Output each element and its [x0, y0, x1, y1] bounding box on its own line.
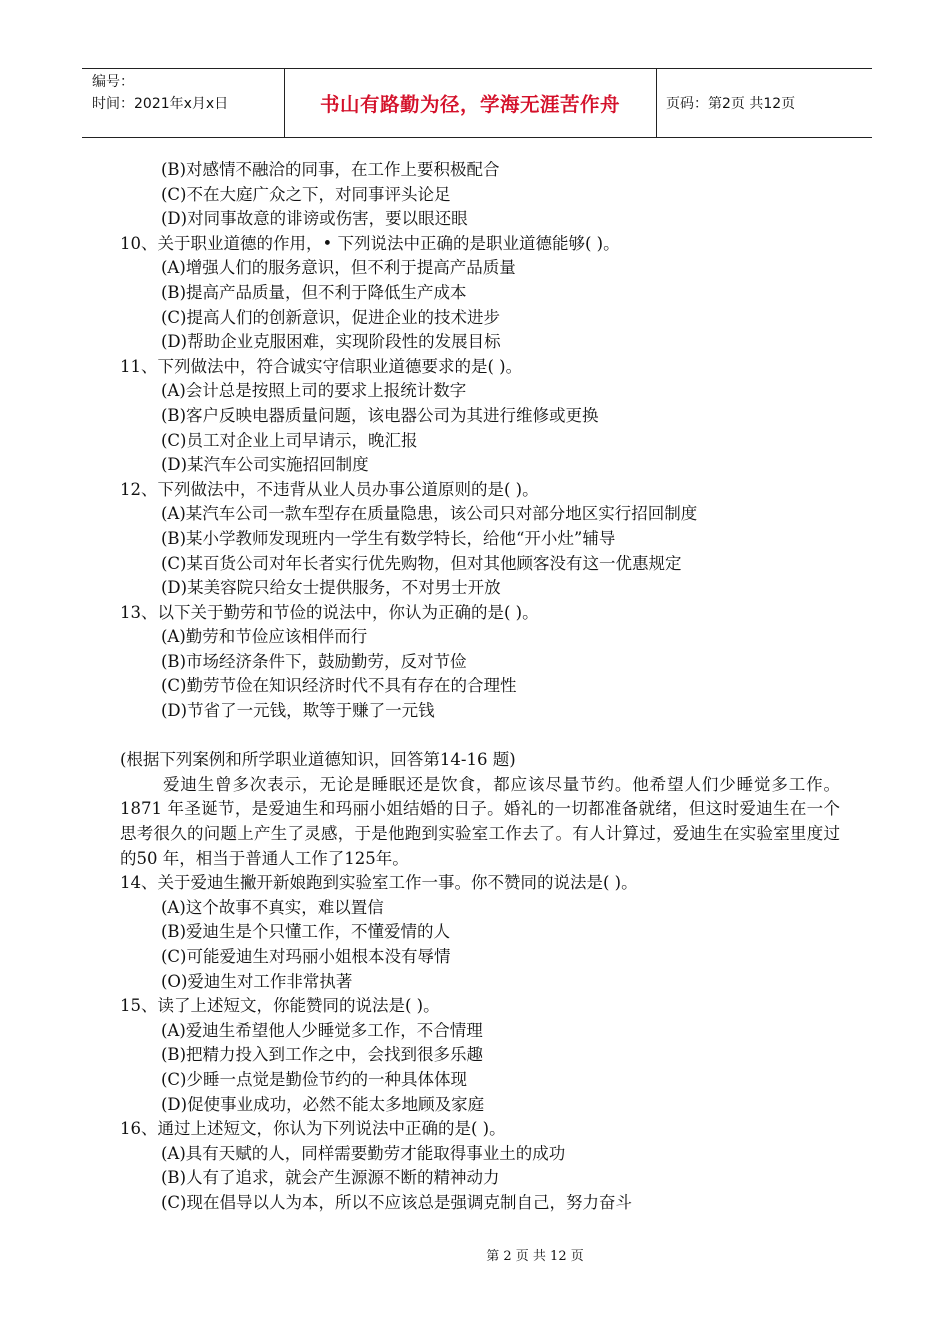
answer-option: (D)某汽车公司实施招回制度: [161, 455, 369, 475]
question-text: 11、下列做法中，符合诚实守信职业道德要求的是( )。: [120, 356, 523, 376]
header-motto: 书山有路勤为径，学海无涯苦作舟: [319, 93, 620, 116]
question-text: (根据下列案例和所学职业道德知识，回答第14-16 题): [120, 750, 516, 770]
answer-option: (D)节省了一元钱，欺等于赚了一元钱: [161, 701, 435, 721]
answer-option: (A)勤劳和节俭应该相伴而行: [161, 627, 368, 647]
answer-option: (A)这个故事不真实，难以置信: [161, 897, 384, 917]
answer-option: (B)市场经济条件下，鼓励勤劳，反对节俭: [161, 651, 467, 671]
question-text: 10、关于职业道德的作用，• 下列说法中正确的是职业道德能够( )。: [120, 233, 620, 253]
answer-option: (C)少睡一点觉是勤俭节约的一种具体体现: [161, 1069, 467, 1089]
question-text: 16、通过上述短文，你认为下列说法中正确的是( )。: [120, 1119, 506, 1139]
answer-option: (A)增强人们的服务意识，但不利于提高产品质量: [161, 258, 516, 278]
header-divider: [656, 69, 657, 137]
answer-option: (B)客户反映电器质量问题，该电器公司为其进行维修或更换: [161, 405, 599, 425]
answer-option: (C)勤劳节俭在知识经济时代不具有存在的合理性: [161, 676, 517, 696]
answer-option: (B)某小学教师发现班内一学生有数学特长，给他“开小灶”辅导: [161, 528, 616, 548]
answer-option: (A)具有天赋的人，同样需要勤劳才能取得事业土的成功: [161, 1143, 566, 1163]
answer-option: (D)帮助企业克服困难，实现阶段性的发展目标: [161, 332, 501, 352]
answer-option: (B)人有了追求，就会产生源源不断的精神动力: [161, 1168, 500, 1188]
page-footer: 第 2 页 共 12 页: [486, 1249, 584, 1264]
document-body: [120, 158, 840, 1216]
question-text: 13、以下关于勤劳和节俭的说法中，你认为正确的是( )。: [120, 602, 539, 622]
answer-option: (C)可能爱迪生对玛丽小姐根本没有辱情: [161, 947, 451, 966]
question-text: 15、读了上述短文，你能赞同的说法是( )。: [120, 996, 440, 1016]
blank-line: [120, 724, 840, 749]
answer-option: (B)爱迪生是个只懂工作，不懂爱情的人: [161, 922, 450, 942]
answer-option: (B)提高产品质量，但不利于降低生产成本: [161, 282, 467, 302]
answer-option: (B)把精力投入到工作之中，会找到很多乐趣: [161, 1045, 483, 1065]
answer-option: (C)提高人们的创新意识，促进企业的技术进步: [161, 307, 500, 327]
case-paragraph: 爱迪生曾多次表示，无论是睡眠还是饮食，都应该尽量节约。他希望人们少睡觉多工作。1871 年圣诞节，是爱迪生和玛丽小姐结婚的日子。婚礼的一切都准备就绪，但这时爱迪生在一个思考很久的问题上产生了灵感，于是他跑到实验室工作去了。有人计算过，爱迪生在实验室里度过的50 年，相当于普通人工作了125年。: [120, 774, 840, 868]
header-meta: [92, 71, 228, 115]
question-text: 14、关于爱迪生撇开新娘跑到实验室工作一事。你不赞同的说法是( )。: [120, 873, 638, 893]
answer-option: (C)员工对企业上司早请示，晚汇报: [161, 430, 418, 450]
header-number-label: 编号：: [92, 74, 134, 90]
answer-option: (D)对同事故意的诽谤或伤害，要以眼还眼: [161, 209, 468, 229]
answer-option: (C)现在倡导以人为本，所以不应该总是强调克制自己，努力奋斗: [161, 1192, 632, 1212]
page-header: [82, 68, 872, 138]
answer-option: (B)对感情不融洽的同事，在工作上要积极配合: [161, 160, 500, 179]
answer-option: (A)爱迪生希望他人少睡觉多工作，不合情理: [161, 1020, 483, 1040]
answer-option: (D)促使事业成功，必然不能太多地顾及家庭: [161, 1094, 485, 1114]
answer-option: (C)不在大庭广众之下，对同事评头论足: [161, 184, 451, 204]
answer-option: (O)爱迪生对工作非常执著: [161, 971, 353, 991]
header-time-label: 时间：2021年x月x日: [92, 96, 229, 112]
answer-option: (C)某百货公司对年长者实行优先购物，但对其他顾客没有这一优惠规定: [161, 553, 682, 573]
answer-option: (A)会计总是按照上司的要求上报统计数字: [161, 381, 467, 401]
header-page-label: 页码：第2页 共12页: [666, 96, 796, 112]
question-text: 12、下列做法中，不违背从业人员办事公道原则的是( )。: [120, 479, 539, 499]
answer-option: (D)某美容院只给女士提供服务，不对男士开放: [161, 578, 501, 598]
answer-option: (A)某汽车公司一款车型存在质量隐患，该公司只对部分地区实行招回制度: [161, 504, 698, 524]
